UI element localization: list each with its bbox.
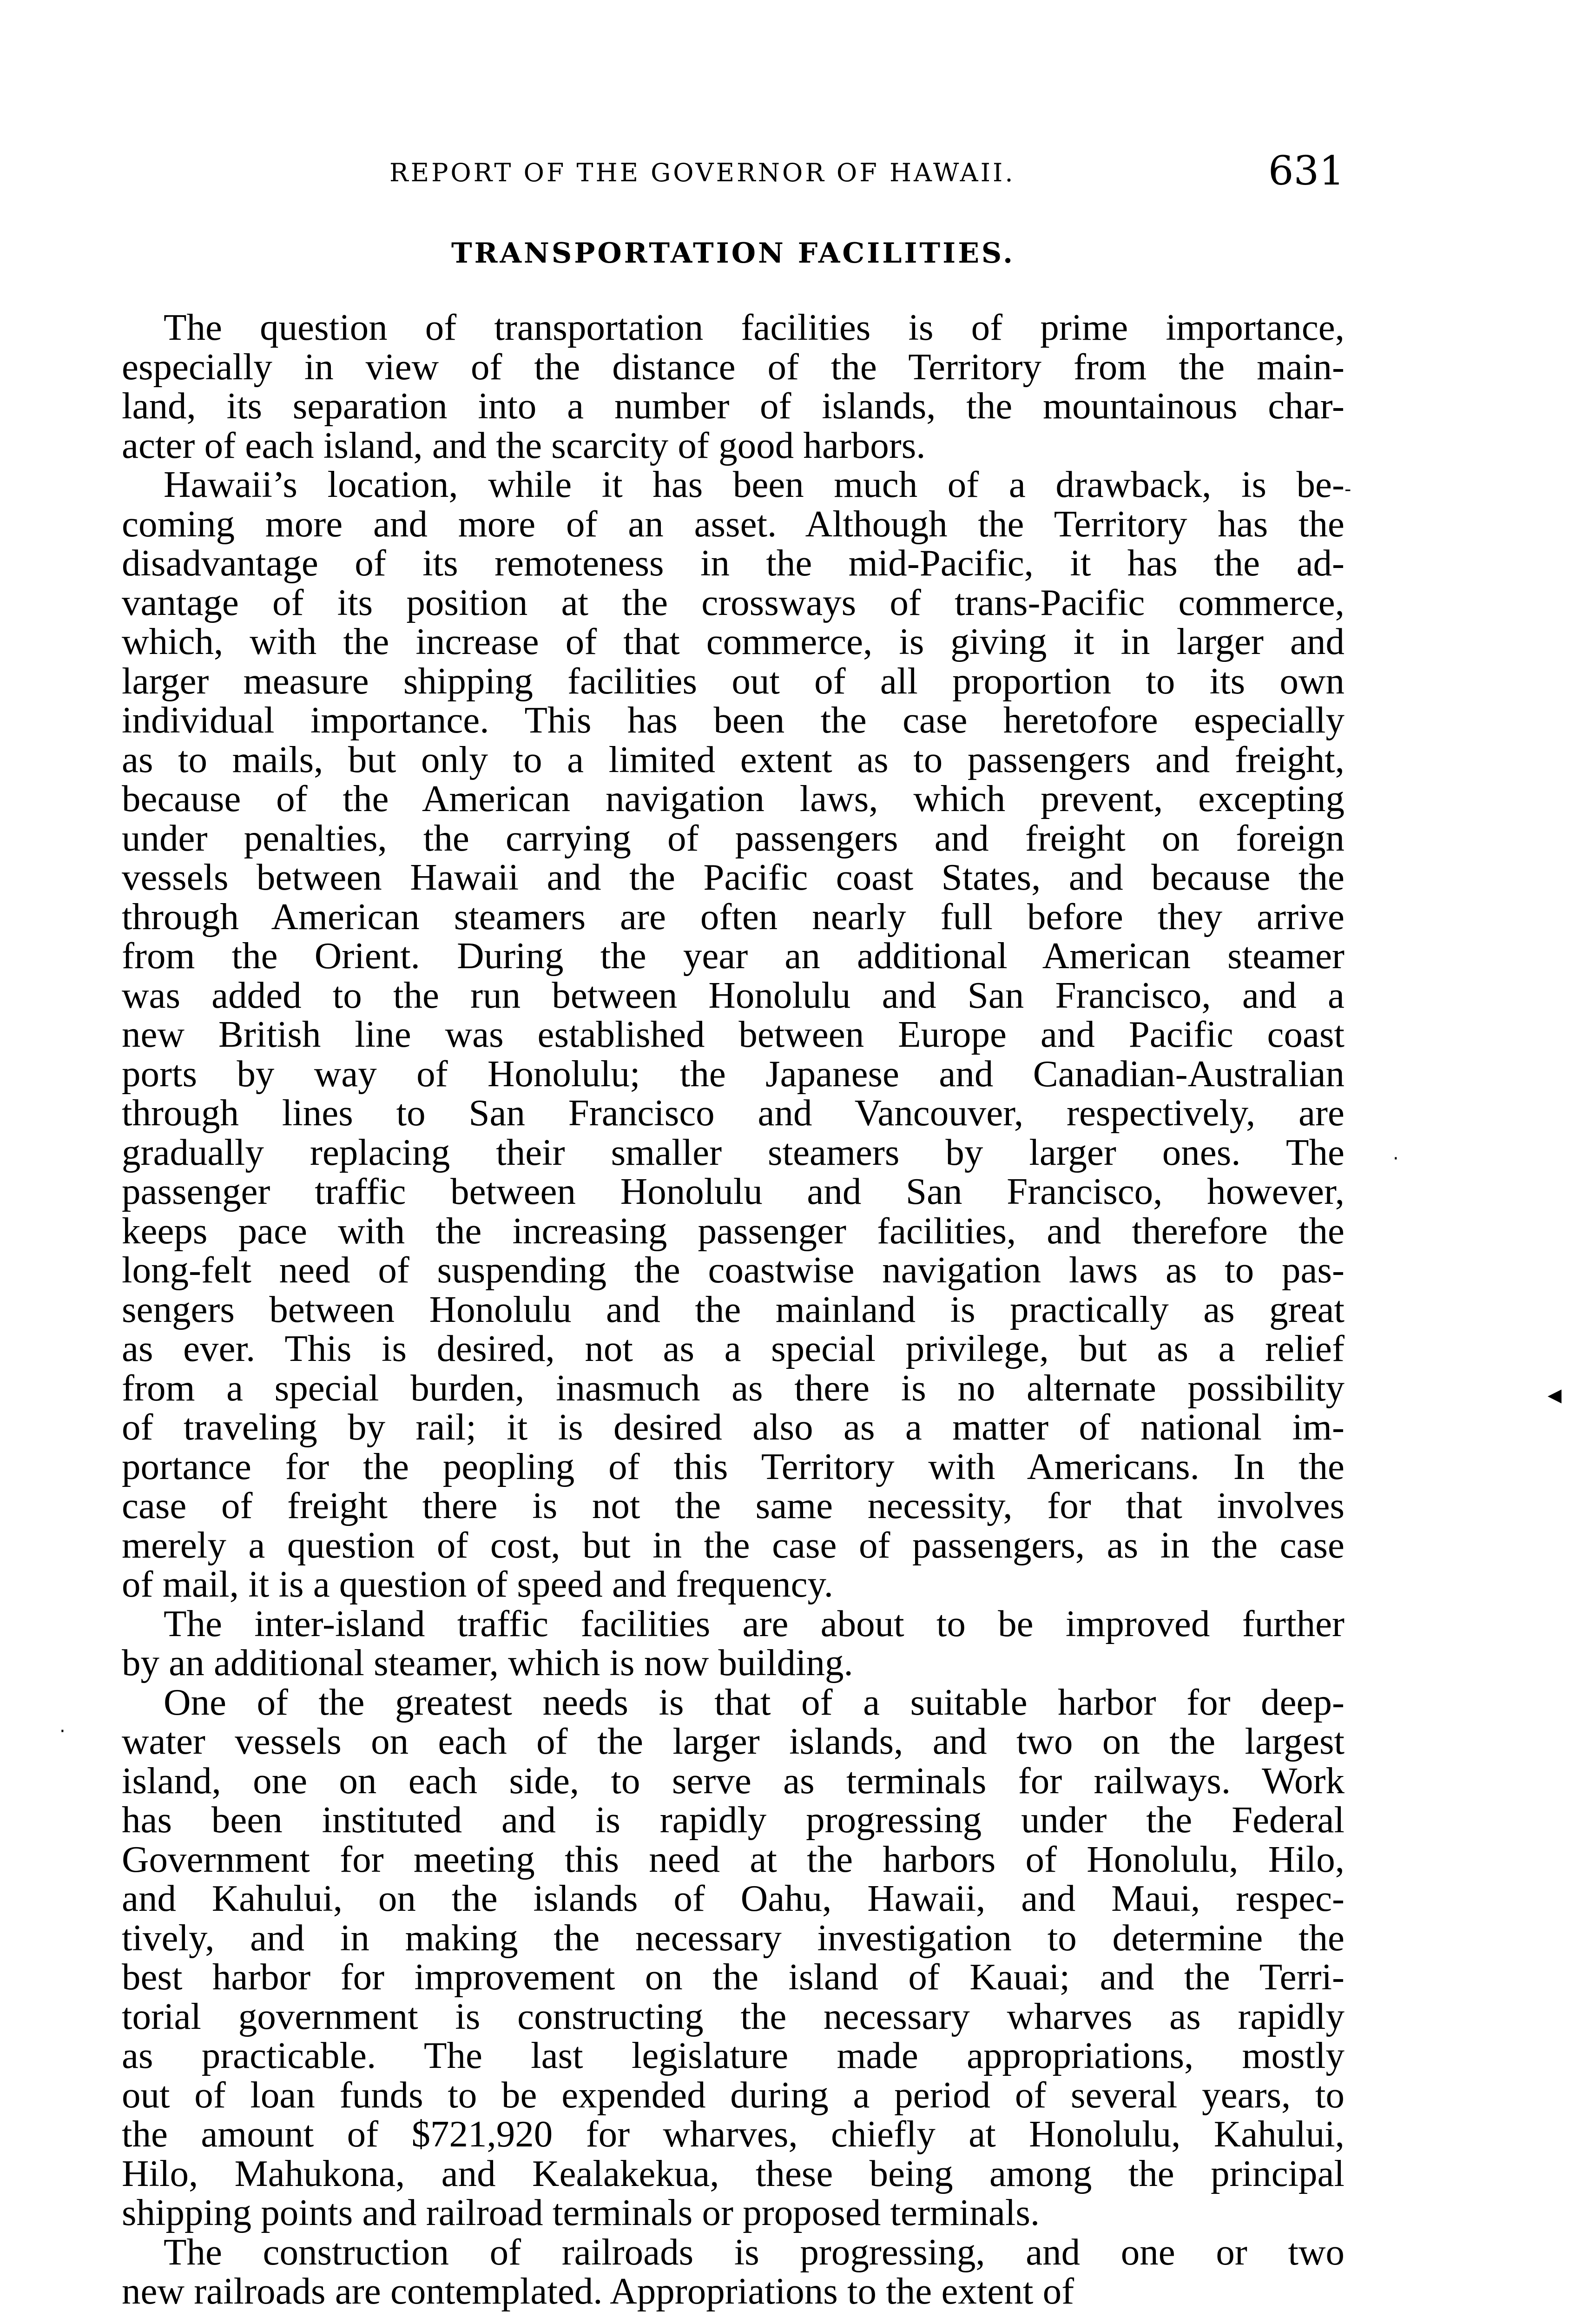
paragraph-line: Government for meeting this need at the harbors of Honolulu, Hilo, [122,1838,1344,1880]
paragraph-line: sengers between Honolulu and the mainland is practically as great [122,1288,1344,1330]
paragraph-line: of mail, it is a question of speed and frequency. [122,1563,834,1605]
paragraph-line: as practicable. The last legislature made appropriations, mostly [122,2034,1344,2076]
paragraph-line: especially in view of the distance of the Territory from the main- [122,345,1344,388]
paragraph-line: The question of transportation facilities is of prime importance, [164,306,1344,348]
paragraph-line: The inter-island traffic facilities are about to be improved further [164,1602,1344,1644]
paragraph-line: long-felt need of suspending the coastwise navigation laws as to pas- [122,1249,1344,1291]
running-title: REPORT OF THE GOVERNOR OF HAWAII. [389,158,1015,187]
margin-mark: · [59,1721,66,1742]
paragraph-line: from the Orient. During the year an additional American steamer [122,935,1344,977]
paragraph-line: larger measure shipping facilities out of all proportion to its own [122,660,1344,702]
paragraph-line: as ever. This is desired, not as a special privilege, but as a relief [122,1327,1344,1369]
paragraph-line: and Kahului, on the islands of Oahu, Hawaii, and Maui, respec- [122,1877,1344,1919]
paragraph-line: the amount of $721,920 for wharves, chiefly at Honolulu, Kahului, [122,2113,1344,2155]
body-text [122,308,1344,2311]
paragraph-line: land, its separation into a number of islands, the mountainous char- [122,385,1344,427]
paragraph-line: water vessels on each of the larger islands, and two on the largest [122,1720,1344,1762]
paragraph-line: keeps pace with the increasing passenger facilities, and therefore the [122,1209,1344,1252]
paragraph-line: new British line was established between Europe and Pacific coast [122,1013,1344,1055]
paragraph-line: because of the American navigation laws, which prevent, excepting [122,778,1344,819]
paragraph-line: through lines to San Francisco and Vancouver, respectively, are [122,1092,1344,1134]
margin-arrow: ◂ [1548,1378,1562,1411]
paragraph-line: passenger traffic between Honolulu and San Francisco, however, [122,1170,1344,1212]
paragraph-line: through American steamers are often nearly full before they arrive [122,895,1344,938]
paragraph-line: One of the greatest needs is that of a suitable harbor for deep- [164,1681,1344,1723]
paragraph-line: ports by way of Honolulu; the Japanese and Canadian-Australian [122,1052,1344,1095]
paragraph-line: out of loan funds to be expended during a period of several years, to [122,2073,1344,2116]
paragraph-line: tively, and in making the necessary investigation to determine the [122,1916,1344,1959]
paragraph-line: island, one on each side, to serve as terminals for railways. Work [122,1759,1344,1802]
paragraph-line: new railroads are contemplated. Appropriations to the extent of [122,2270,1074,2312]
paragraph-line: of traveling by rail; it is desired also as a matter of national im- [122,1406,1344,1448]
paragraph-line: individual importance. This has been the case heretofore especially [122,699,1344,741]
paragraph-line: has been instituted and is rapidly progressing under the Federal [122,1799,1344,1841]
paragraph-line: shipping points and railroad terminals or proposed terminals. [122,2192,1040,2233]
margin-mark: · [1393,1148,1399,1169]
page-number: 631 [1268,148,1344,194]
paragraph-line: torial government is constructing the necessary wharves as rapidly [122,1995,1344,2037]
paragraph-line: vantage of its position at the crossways of trans-Pacific commerce, [122,581,1344,623]
paragraph-line: was added to the run between Honolulu and San Francisco, and a [122,974,1344,1016]
paragraph-line: under penalties, the carrying of passengers and freight on foreign [122,817,1344,859]
section-title: TRANSPORTATION FACILITIES. [451,237,1015,270]
paragraph-line: portance for the peopling of this Territory with Americans. In the [122,1445,1344,1487]
paragraph-line: Hilo, Mahukona, and Kealakekua, these being among the principal [122,2152,1344,2194]
paragraph-line: vessels between Hawaii and the Pacific coast States, and because the [122,856,1344,898]
paragraph-line: best harbor for improvement on the island of Kauai; and the Terri- [122,1956,1344,1998]
paragraph-line: merely a question of cost, but in the case of passengers, as in the case [122,1524,1344,1566]
paragraph-line: gradually replacing their smaller steamers by larger ones. The [122,1131,1344,1173]
paragraph-line: case of freight there is not the same necessity, for that involves [122,1485,1344,1526]
paragraph-line: as to mails, but only to a limited extent as to passengers and freight, [122,738,1344,780]
paragraph-line: acter of each island, and the scarcity of good harbors. [122,424,926,466]
paragraph-line: disadvantage of its remoteness in the mid-Pacific, it has the ad- [122,542,1344,584]
paragraph-line: from a special burden, inasmuch as there is no alternate possibility [122,1367,1344,1409]
paragraph-line: by an additional steamer, which is now building. [122,1642,853,1684]
paragraph-line: Hawaii’s location, while it has been much of a drawback, is be- [164,463,1344,505]
paragraph-line: which, with the increase of that commerce, is giving it in larger and [122,621,1344,662]
paragraph-line: coming more and more of an asset. Although the Territory has the [122,502,1344,545]
paragraph-line: The construction of railroads is progressing, and one or two [164,2231,1344,2273]
running-header [122,148,1344,199]
margin-mark: - [1344,479,1351,500]
